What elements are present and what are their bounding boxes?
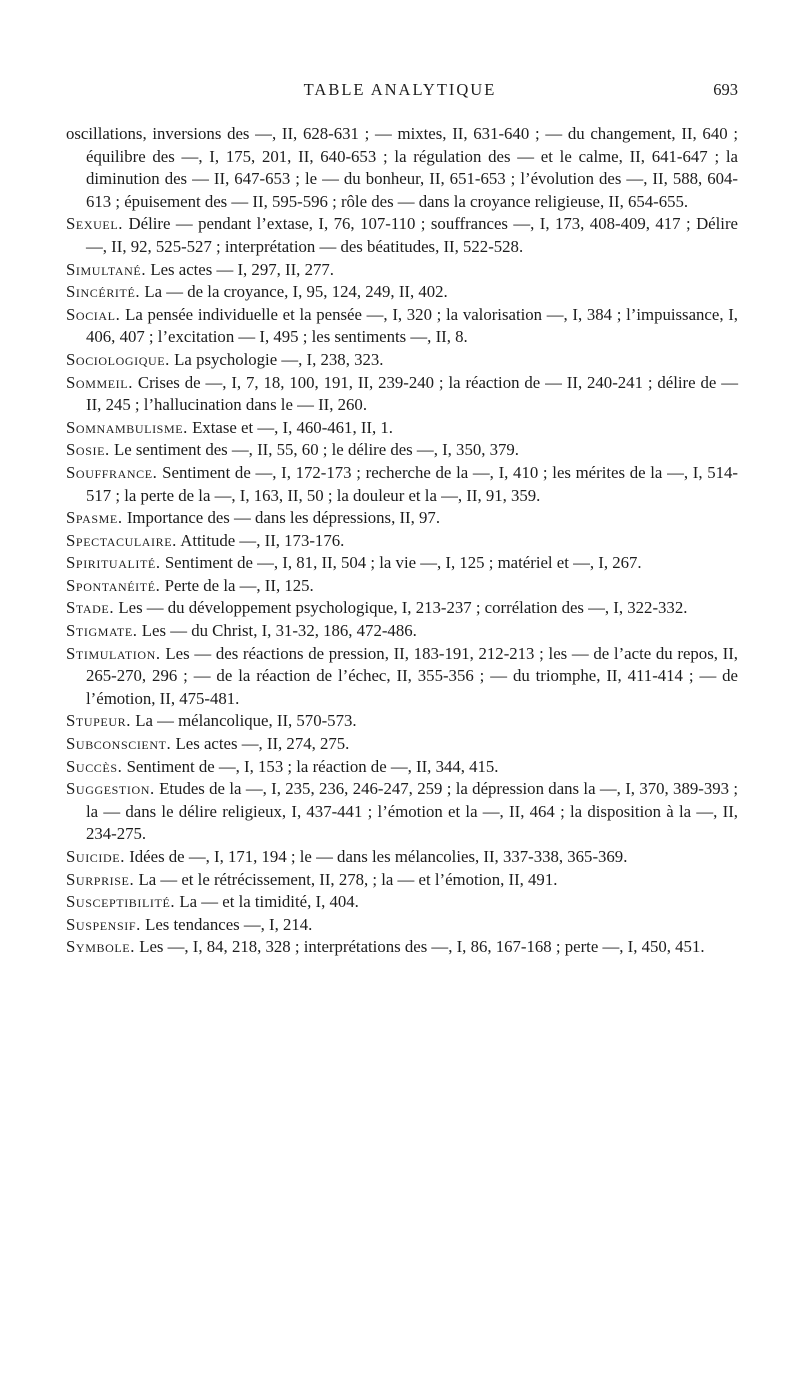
index-references: La psychologie —, I, 238, 323. bbox=[169, 349, 384, 369]
index-references: Les actes — I, 297, II, 277. bbox=[146, 259, 334, 279]
index-references: La — mélancolique, II, 570-573. bbox=[131, 711, 357, 731]
index-term: Souffrance. bbox=[66, 462, 158, 482]
index-term: Social. bbox=[66, 304, 121, 324]
index-term: Stupeur. bbox=[66, 711, 131, 731]
index-entry bbox=[66, 304, 738, 349]
page-header bbox=[0, 80, 800, 110]
index-term: Suicide. bbox=[66, 847, 125, 866]
index-term: Surprise. bbox=[66, 869, 135, 889]
index-entry bbox=[66, 778, 738, 846]
index-references: Sentiment de —, I, 81, II, 504 ; la vie —, I, 125 ; matériel et —, I, 267. bbox=[160, 553, 642, 573]
index-term: Sexuel. bbox=[66, 214, 124, 234]
index-term: Suggestion. bbox=[66, 779, 155, 799]
index-term: Simultané. bbox=[66, 259, 147, 279]
index-entry bbox=[66, 259, 738, 282]
index-entry bbox=[66, 213, 738, 258]
index-references: Les — du Christ, I, 31-32, 186, 472-486. bbox=[137, 621, 417, 641]
index-references: Les actes —, II, 274, 275. bbox=[171, 734, 350, 754]
index-references: Sentiment de —, I, 153 ; la réaction de —, II, 344, 415. bbox=[122, 756, 499, 776]
index-references: Les — du développement psychologique, I, 213-237 ; corrélation des —, I, 322-332. bbox=[114, 598, 688, 618]
index-term: Suspensif. bbox=[66, 914, 141, 934]
index-term: Sociologique. bbox=[66, 349, 170, 369]
index-references: Sentiment de —, I, 172-173 ; recherche de la —, I, 410 ; les mérites de la —, I, 514-517 ; la perte de la —, I, 163, II, 50 ; la douleur et la —, II, 91, 359. bbox=[86, 462, 738, 505]
index-references: La — et la timidité, I, 404. bbox=[175, 892, 359, 912]
index-references: Extase et —, I, 460-461, II, 1. bbox=[187, 417, 393, 437]
index-entry bbox=[66, 417, 738, 440]
index-references: Attitude —, II, 173-176. bbox=[176, 530, 345, 550]
index-entry bbox=[66, 597, 738, 620]
index-entry bbox=[66, 936, 738, 959]
index-term: Spasme. bbox=[66, 508, 123, 528]
index-entry bbox=[66, 349, 738, 372]
index-entry bbox=[66, 462, 738, 507]
index-term: Symbole. bbox=[66, 937, 135, 957]
index-list bbox=[66, 123, 738, 959]
index-entry bbox=[66, 891, 738, 914]
index-term: Sincérité. bbox=[66, 282, 141, 302]
index-term: Spontanéité. bbox=[66, 575, 161, 595]
index-references: La — de la croyance, I, 95, 124, 249, II, 402. bbox=[140, 282, 448, 302]
index-term: Susceptibilité. bbox=[66, 892, 176, 912]
index-references: La pensée individuelle et la pensée —, I, 320 ; la valorisation —, I, 384 ; l’impuissance, I, 406, 407 ; l’excitation — I, 495 ; les sentiments —, II, 8. bbox=[86, 304, 738, 347]
index-term: Somnambulisme. bbox=[66, 417, 188, 437]
index-entry bbox=[66, 710, 738, 733]
index-entry bbox=[66, 507, 738, 530]
index-entry bbox=[66, 846, 738, 869]
index-entry bbox=[66, 914, 738, 937]
index-references: La — et le rétrécissement, II, 278, ; la — et l’émotion, II, 491. bbox=[134, 869, 558, 889]
index-term: Sosie. bbox=[66, 440, 110, 460]
index-term: Spectaculaire. bbox=[66, 530, 177, 550]
index-references: Idées de —, I, 171, 194 ; le — dans les mélancolies, II, 337-338, 365-369. bbox=[125, 847, 628, 866]
running-title: TABLE ANALYTIQUE bbox=[303, 80, 497, 99]
index-entry bbox=[66, 552, 738, 575]
index-references: Les tendances —, I, 214. bbox=[140, 914, 313, 934]
index-entry bbox=[66, 439, 738, 462]
index-entry bbox=[66, 756, 738, 779]
index-entry bbox=[66, 372, 738, 417]
index-entry bbox=[66, 530, 738, 553]
index-term: Stimulation. bbox=[66, 643, 161, 663]
index-entry bbox=[66, 620, 738, 643]
index-entry bbox=[66, 869, 738, 892]
index-entry bbox=[66, 123, 738, 213]
index-term: Spiritualité. bbox=[66, 553, 161, 573]
index-entry bbox=[66, 733, 738, 756]
index-references: Crises de —, I, 7, 18, 100, 191, II, 239-240 ; la réaction de — II, 240-241 ; délire de — II, 245 ; l’hallucination dans le — II, 260. bbox=[86, 372, 738, 415]
index-entry bbox=[66, 281, 738, 304]
index-references: Perte de la —, II, 125. bbox=[160, 575, 314, 595]
index-term: Succès. bbox=[66, 756, 123, 776]
index-entry bbox=[66, 643, 738, 711]
index-references: Le sentiment des —, II, 55, 60 ; le délire des —, I, 350, 379. bbox=[109, 440, 519, 460]
index-references: Les — des réactions de pression, II, 183-191, 212-213 ; les — de l’acte du repos, II, 265-270, 296 ; — de la réaction de l’échec, II, 355-356 ; — du triomphe, II, 411-414 ; — de l’émotion, II, 475-481. bbox=[86, 643, 738, 708]
index-references: Délire — pendant l’extase, I, 76, 107-110 ; souffrances —, I, 173, 408-409, 417 ; Délire —, II, 92, 525-527 ; interprétation — des béatitudes, II, 522-528. bbox=[86, 214, 738, 256]
index-references: oscillations, inversions des —, II, 628-631 ; — mixtes, II, 631-640 ; — du changement, II, 640 ; équilibre des —, I, 175, 201, II, 640-653 ; la régulation des — et le calme, II, 641-647 ; la diminution des — II, 647-653 ; le — du bonheur, II, 651-653 ; l’évolution des —, II, 588, 604-613 ; épuisement des — II, 595-596 ; rôle des — dans la croyance religieuse, II, 654-655. bbox=[66, 124, 738, 211]
index-entry bbox=[66, 575, 738, 598]
index-term: Sommeil. bbox=[66, 372, 133, 392]
index-term: Stigmate. bbox=[66, 621, 138, 641]
index-references: Les —, I, 84, 218, 328 ; interprétations des —, I, 86, 167-168 ; perte —, I, 450, 451. bbox=[135, 937, 705, 957]
index-term: Stade. bbox=[66, 598, 115, 618]
page-number: 693 bbox=[713, 80, 738, 99]
index-references: Importance des — dans les dépressions, II, 97. bbox=[122, 508, 441, 528]
index-term: Subconscient. bbox=[66, 734, 172, 754]
index-references: Etudes de la —, I, 235, 236, 246-247, 259 ; la dépression dans la —, I, 370, 389-393 ; la — dans le délire religieux, I, 437-441 ; l’émotion et la —, II, 464 ; la disposition à la —, II, 234-275. bbox=[86, 779, 738, 844]
